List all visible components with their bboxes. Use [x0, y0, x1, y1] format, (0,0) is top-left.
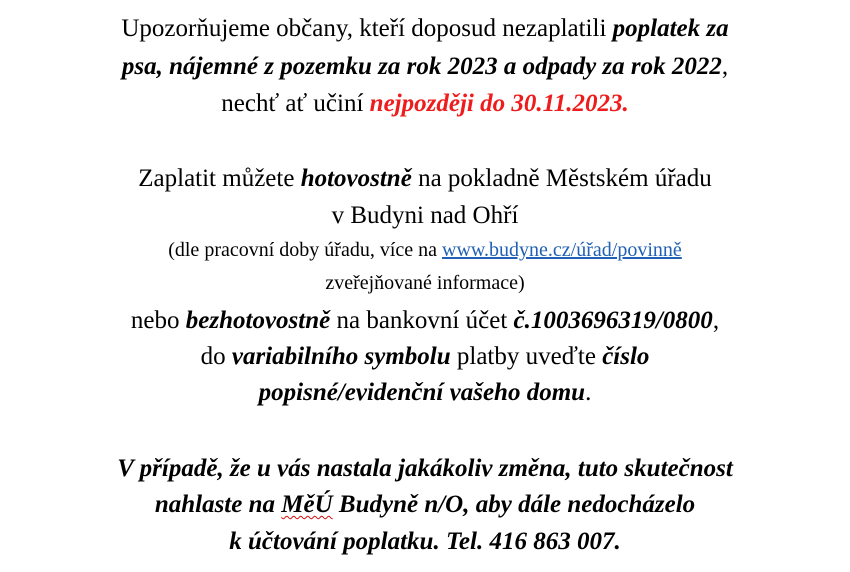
house-number-label-continued: popisné/evidenční vašeho domu — [258, 379, 586, 406]
change-line-2 — [0, 490, 850, 520]
notice-line-1 — [0, 14, 850, 44]
variable-symbol: variabilního symbolu — [231, 343, 451, 370]
website-link[interactable]: www.budyne.cz/úřad/povinně — [442, 239, 682, 261]
cashier-text: na pokladně Městském úřadu — [411, 165, 712, 192]
report-to-text-end: Budyně n/O, aby dále nedocházelo — [332, 491, 696, 518]
intro-text: Upozorňujeme občany, kteří doposud nezaplatili — [121, 15, 613, 42]
office-location: v Budyni nad Ohří — [331, 202, 519, 229]
payment-line-7 — [0, 378, 850, 408]
fee-subject: poplatek za — [612, 15, 729, 42]
request-text: nechť ať učiní — [221, 90, 370, 117]
notice-line-2 — [0, 52, 850, 82]
phone-contact: k účtování poplatku. Tel. 416 863 007. — [229, 528, 621, 555]
payment-intro: Zaplatit můžete — [138, 165, 301, 192]
payment-line-5 — [0, 306, 850, 336]
comma: , — [712, 307, 720, 334]
bank-account-label: na bankovní účet — [330, 307, 514, 334]
fee-subject-continued: psa, nájemné z pozemku za rok 2023 a odpady za rok 2022 — [121, 53, 722, 80]
bank-account-number: č.1003696319/0800 — [513, 307, 713, 334]
payment-line-2 — [0, 201, 850, 231]
cash-payment: hotovostně — [300, 165, 412, 192]
payment-line-3 — [0, 237, 850, 263]
payment-line-4 — [0, 270, 850, 296]
comma: , — [721, 53, 729, 80]
deadline-text: nejpozději do 30.11.2023. — [369, 90, 629, 117]
house-number-label: číslo — [602, 343, 650, 370]
change-line-1 — [0, 454, 850, 484]
instruction-text: platby uveďte — [450, 343, 603, 370]
cashless-payment: bezhotovostně — [185, 307, 331, 334]
office-hours-note-end: zveřejňované informace) — [325, 272, 525, 294]
period: . — [585, 379, 592, 406]
payment-line-1 — [0, 164, 850, 194]
change-line-3 — [0, 527, 850, 557]
into-text: do — [200, 343, 232, 370]
office-hours-note: (dle pracovní doby úřadu, více na — [168, 239, 443, 261]
payment-line-6 — [0, 342, 850, 372]
office-abbreviation: MěÚ — [281, 491, 333, 518]
notice-line-3 — [0, 89, 850, 119]
change-notice: V případě, že u vás nastala jakákoliv změna, tuto skutečnost — [117, 455, 733, 482]
report-to-text: nahlaste na — [154, 491, 282, 518]
or-text: nebo — [130, 307, 186, 334]
